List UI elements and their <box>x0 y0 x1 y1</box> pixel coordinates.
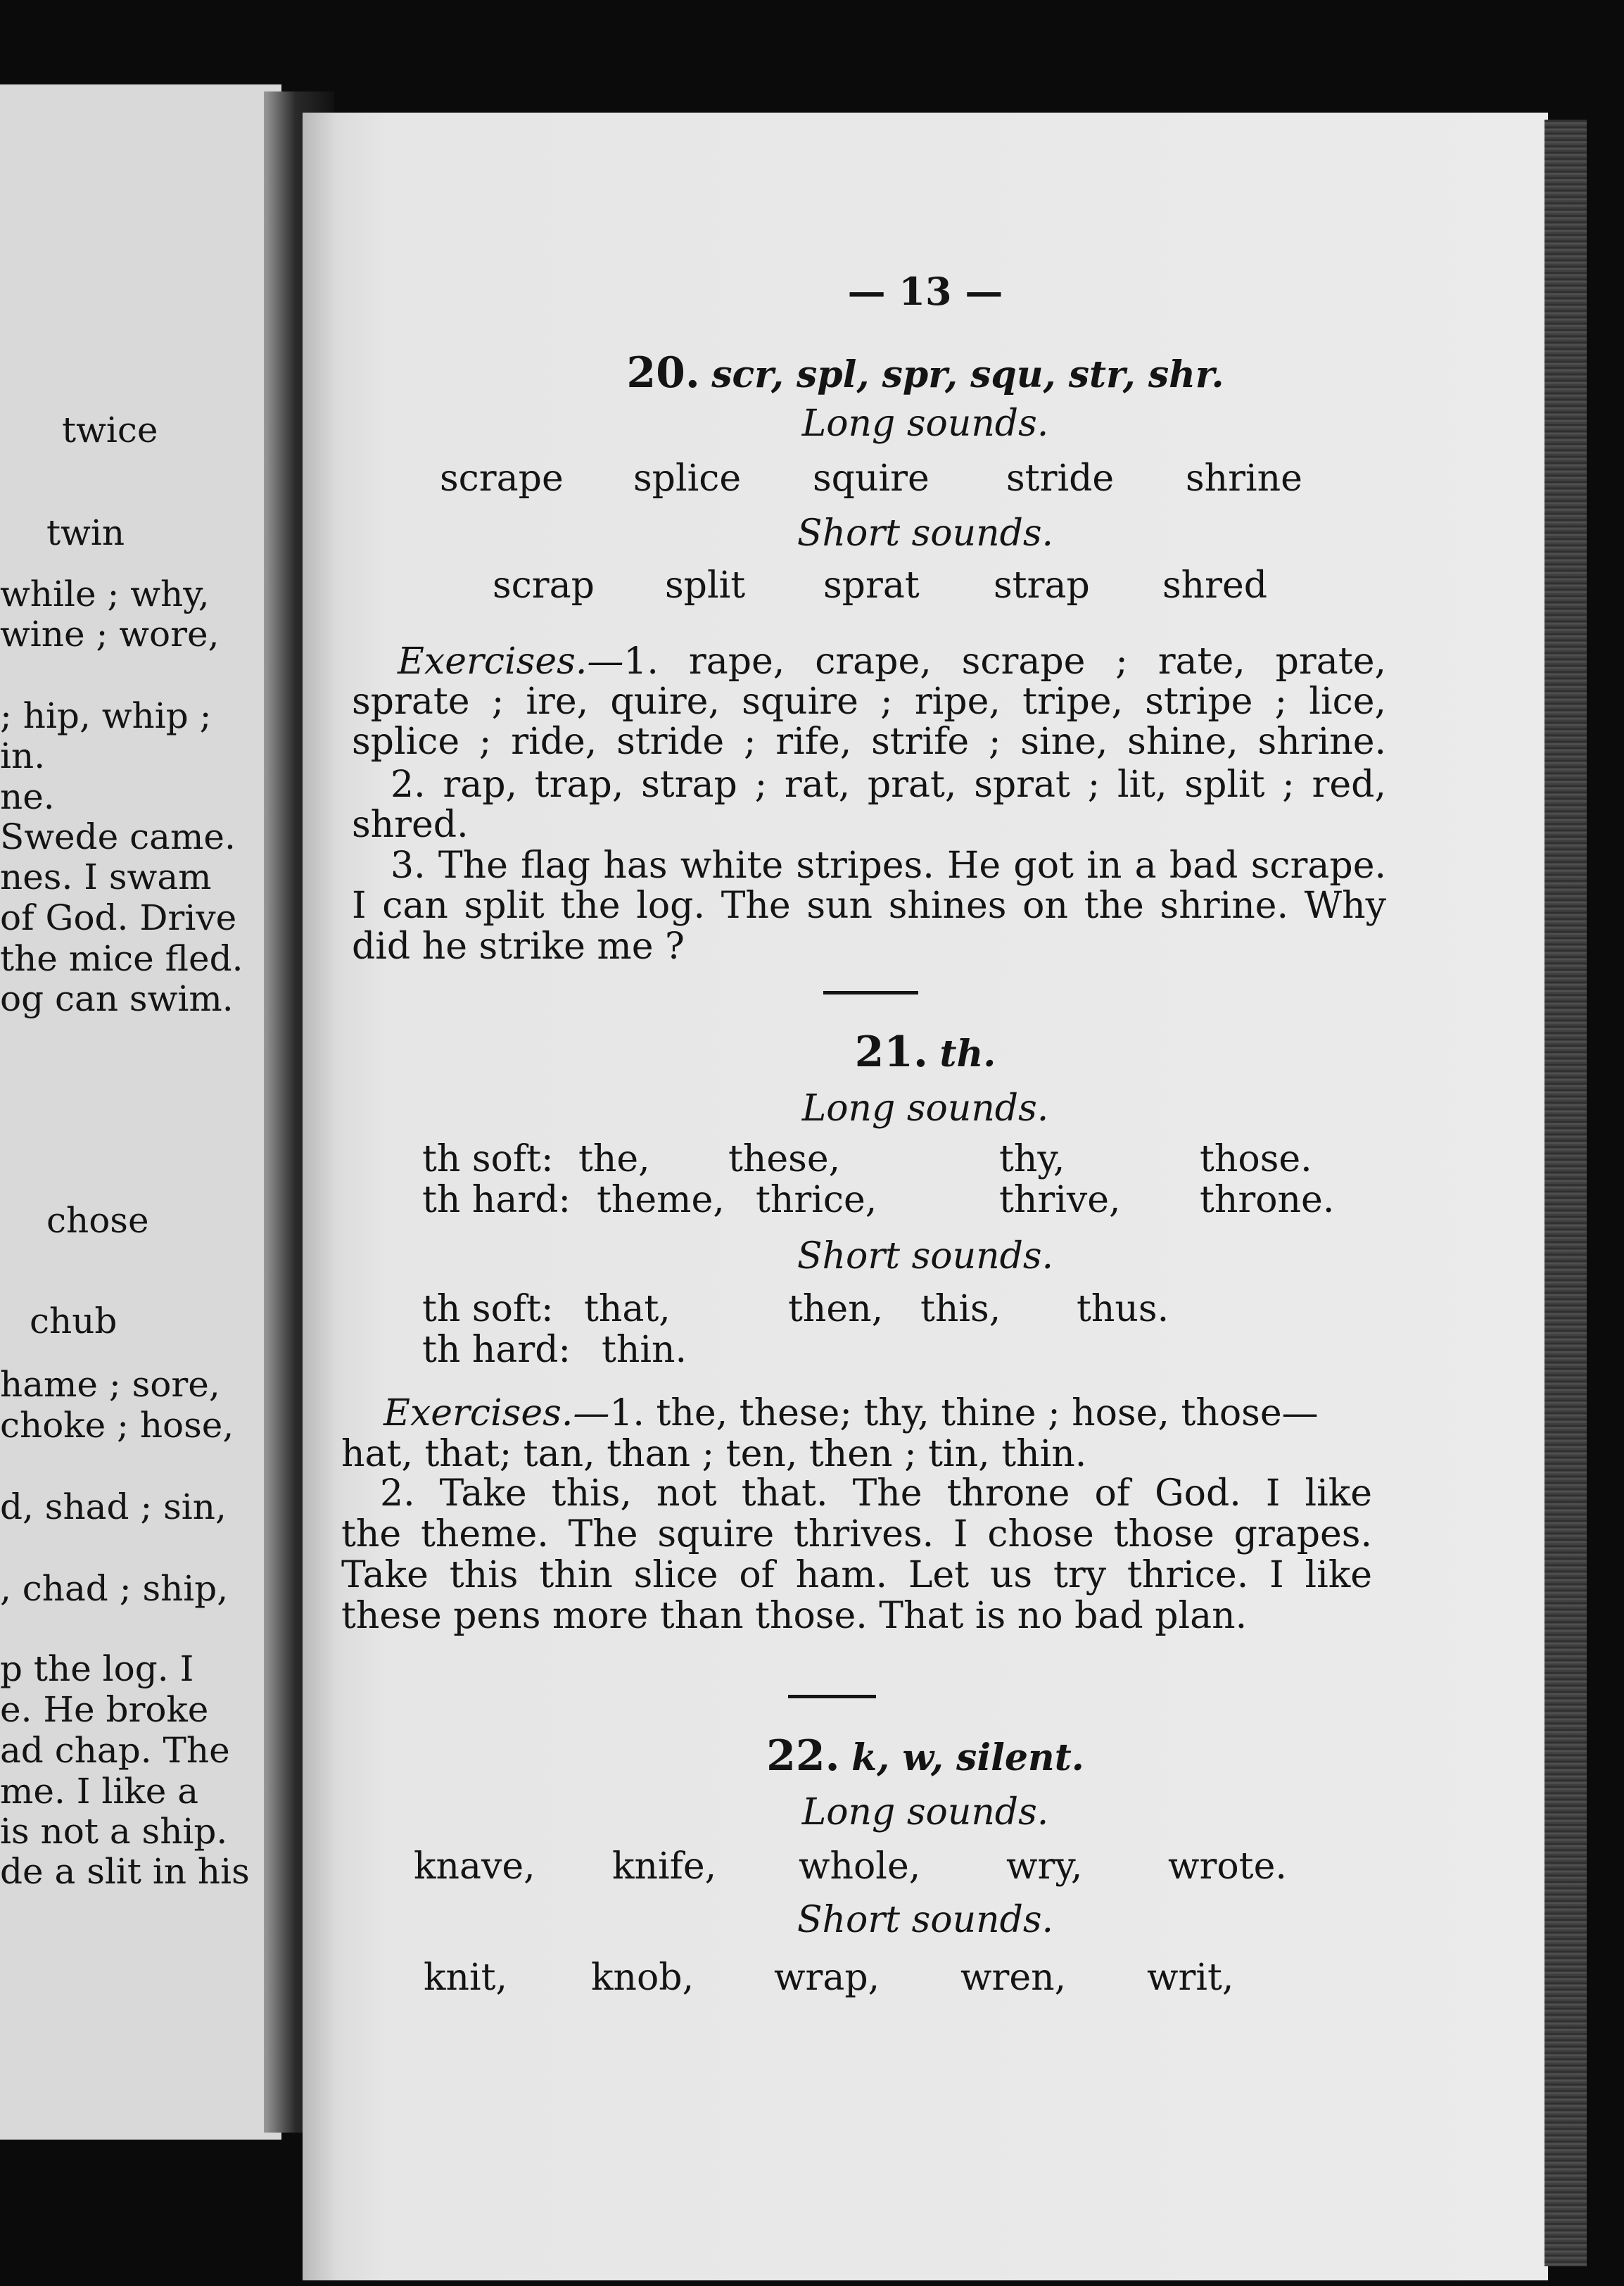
left-line: e. He broke <box>0 1689 209 1730</box>
left-line: wine ; wore, <box>0 614 220 655</box>
th-soft-label <box>422 1288 554 1330</box>
word: those. <box>1200 1138 1312 1180</box>
section-number: 21. <box>854 1028 928 1077</box>
long-sounds-label: Long sounds. <box>801 1791 1049 1833</box>
left-line: chub <box>30 1301 118 1341</box>
left-line: p the log. I <box>0 1648 194 1689</box>
word: whole, <box>799 1845 921 1888</box>
section-title: scr, spl, spr, squ, str, shr. <box>711 353 1224 396</box>
section-title: k, w, silent. <box>851 1736 1084 1779</box>
word: sprat <box>823 564 920 607</box>
word: knave, <box>414 1845 535 1888</box>
left-line: ne. <box>0 776 55 817</box>
label-prefix: th hard: <box>422 1329 571 1371</box>
left-line: choke ; hose, <box>0 1405 234 1446</box>
left-line: Swede came. <box>0 816 236 857</box>
exercise-line: shred. <box>352 804 469 846</box>
word: then, <box>788 1288 884 1330</box>
word: strap <box>994 564 1090 607</box>
word: that, <box>584 1288 671 1330</box>
word: wrap, <box>774 1957 880 1999</box>
exercise-line <box>383 1392 1319 1434</box>
section-20-heading <box>303 348 1548 398</box>
section-21-heading <box>303 1028 1548 1077</box>
exercise-line: 2. rap, trap, strap ; rat, prat, sprat ; lit, split ; red, <box>391 764 1386 806</box>
label-prefix: th hard: <box>422 1179 571 1221</box>
exercise-line: Take this thin slice of ham. Let us try thrice. I like <box>341 1554 1372 1596</box>
word: knife, <box>612 1845 717 1888</box>
word: these, <box>728 1138 841 1180</box>
left-line: in. <box>0 735 46 776</box>
short-sounds-label: Short sounds. <box>797 1235 1054 1277</box>
word: squire <box>813 457 930 500</box>
word: knob, <box>591 1957 694 1999</box>
word: shrine <box>1186 457 1302 500</box>
long-sounds-label: Long sounds. <box>801 403 1049 445</box>
exercise-line: splice ; ride, stride ; rife, strife ; sine, shine, shrine. <box>352 721 1386 763</box>
left-line: , chad ; ship, <box>0 1568 229 1609</box>
page-13 <box>303 113 1548 2280</box>
left-line: twice <box>62 410 158 450</box>
word: throne. <box>1200 1179 1335 1221</box>
word: thy, <box>999 1138 1065 1180</box>
left-line: twin <box>46 512 125 553</box>
word: writ, <box>1147 1957 1234 1999</box>
section-number: 22. <box>766 1731 840 1781</box>
word: this, <box>920 1288 1001 1330</box>
exercises-label: Exercises.— <box>383 1392 610 1434</box>
exercise-line: sprate ; ire, quire, squire ; ripe, tripe, stripe ; lice, <box>352 681 1386 723</box>
left-line: the mice fled. <box>0 938 243 979</box>
short-sounds-label: Short sounds. <box>797 1899 1054 1941</box>
exercise-text: 1. the, these; thy, thine ; hose, those— <box>609 1392 1319 1434</box>
left-line: de a slit in his <box>0 1851 250 1892</box>
word: split <box>665 564 746 607</box>
th-hard-label <box>422 1329 571 1371</box>
word: wrote. <box>1168 1845 1287 1888</box>
label-prefix: th soft: <box>422 1288 554 1330</box>
word: thin. <box>602 1329 687 1371</box>
word: wry, <box>1006 1845 1083 1888</box>
left-line: is not a ship. <box>0 1811 228 1852</box>
exercise-line: these pens more than those. That is no bad plan. <box>341 1595 1248 1637</box>
label-prefix: th soft: <box>422 1138 554 1180</box>
word: shred <box>1162 564 1268 607</box>
left-line: hame ; sore, <box>0 1364 220 1405</box>
word: scrap <box>493 564 595 607</box>
word: knit, <box>424 1957 508 1999</box>
left-line: chose <box>46 1200 149 1241</box>
section-22-heading <box>303 1731 1548 1781</box>
exercise-line: did he strike me ? <box>352 926 685 968</box>
word: scrape <box>440 457 564 500</box>
exercise-text: 1. rape, crape, scrape ; rate, prate, <box>623 640 1386 683</box>
word: wren, <box>960 1957 1067 1999</box>
exercise-line: I can split the log. The sun shines on the shrine. Why <box>352 885 1386 927</box>
left-line: og can swim. <box>0 978 234 1019</box>
short-sounds-label: Short sounds. <box>797 512 1054 555</box>
page-edge <box>1544 120 1587 2266</box>
left-line: ; hip, whip ; <box>0 695 212 736</box>
left-line: while ; why, <box>0 574 210 614</box>
word: theme, <box>597 1179 725 1221</box>
section-divider <box>823 991 918 994</box>
page-number: — 13 — <box>847 269 1003 314</box>
left-line: nes. I swam <box>0 857 212 897</box>
section-title: th. <box>939 1033 996 1075</box>
exercises-label: Exercises.— <box>398 640 624 683</box>
word: thrive, <box>999 1179 1121 1221</box>
exercise-line: 3. The flag has white stripes. He got in a bad scrape. <box>391 845 1386 887</box>
th-hard-label <box>422 1179 571 1221</box>
exercise-line <box>398 640 1386 683</box>
exercise-line: the theme. The squire thrives. I chose those grapes. <box>341 1513 1372 1555</box>
left-line: of God. Drive <box>0 897 237 938</box>
word: thrice, <box>756 1179 877 1221</box>
left-line: ad chap. The <box>0 1730 230 1771</box>
exercise-line: 2. Take this, not that. The throne of God. I like <box>380 1472 1372 1515</box>
th-soft-label <box>422 1138 554 1180</box>
word: splice <box>633 457 742 500</box>
word: stride <box>1006 457 1115 500</box>
section-divider <box>788 1695 876 1698</box>
exercise-line: hat, that; tan, than ; ten, then ; tin, thin. <box>341 1433 1087 1475</box>
left-line: me. I like a <box>0 1771 199 1812</box>
section-number: 20. <box>626 348 700 398</box>
word: the, <box>578 1138 650 1180</box>
left-facing-page <box>0 84 281 2140</box>
word: thus. <box>1077 1288 1169 1330</box>
long-sounds-label: Long sounds. <box>801 1087 1049 1130</box>
left-line: d, shad ; sin, <box>0 1486 227 1527</box>
